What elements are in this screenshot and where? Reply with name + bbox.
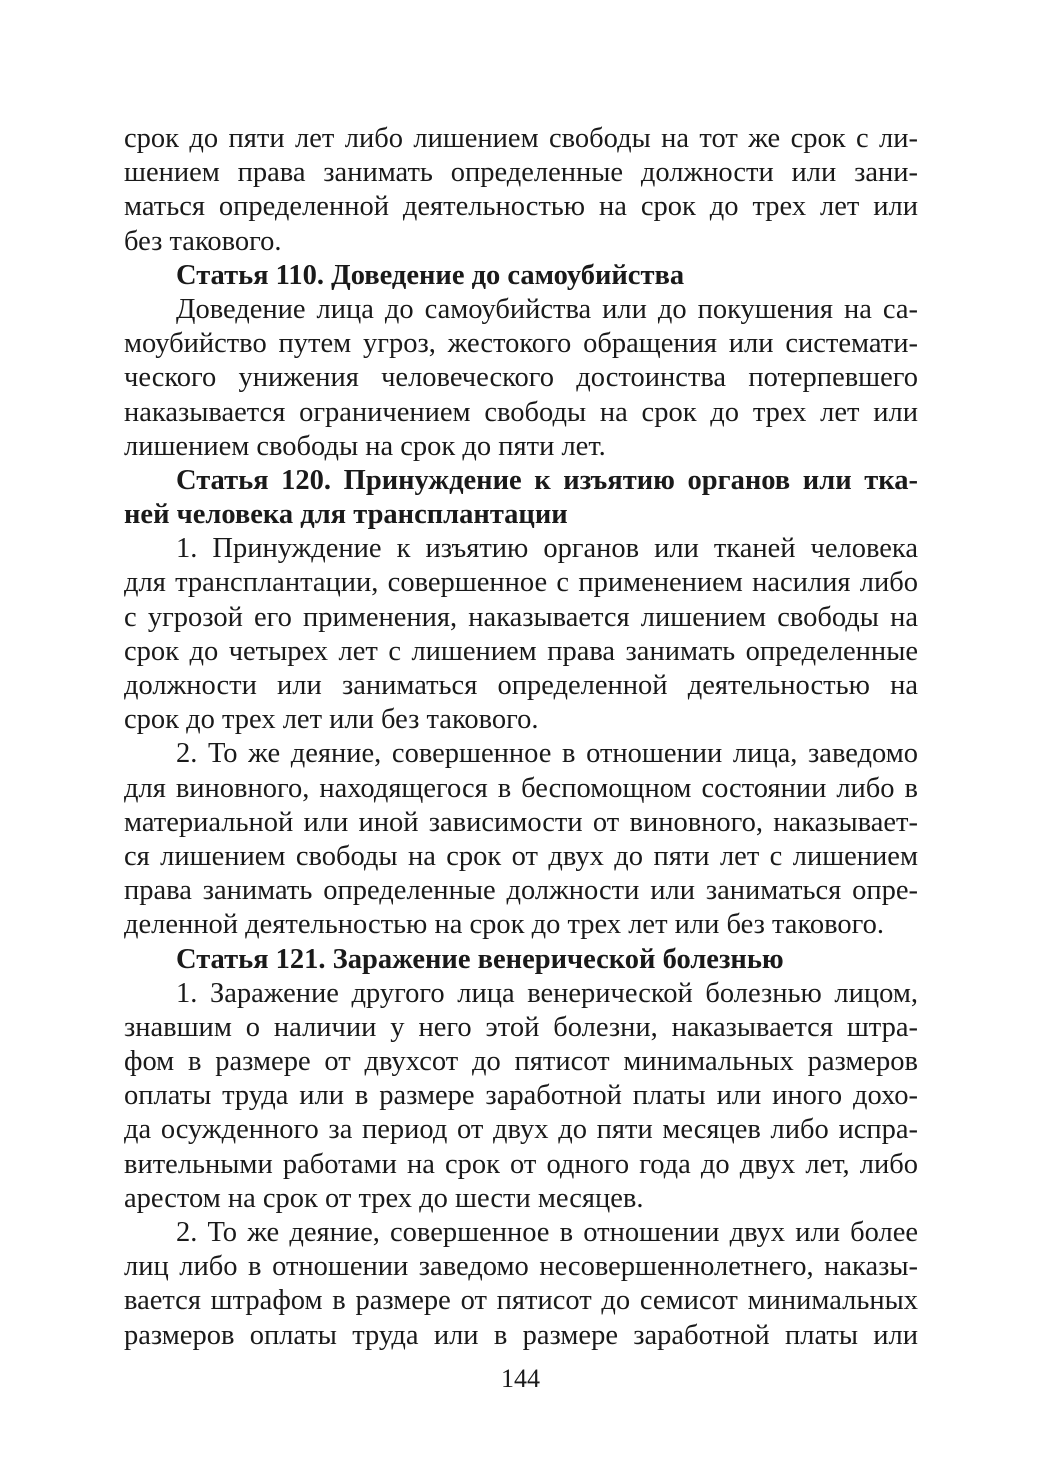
text-line: срок до пяти лет либо лишением свободы на тот же срок с ли- (124, 123, 918, 154)
text-line: вительными работами на срок от одного года до двух лет, либо (124, 1148, 918, 1180)
article-heading-120-cont: ней человека для трансплантации (124, 499, 568, 531)
article-heading-121: Статья 121. Заражение венерической болезнью (176, 943, 784, 975)
text-line: права занимать определенные должности или заниматься опре- (124, 875, 918, 907)
text-line: 1. Принуждение к изъятию органов или тканей человека (176, 533, 918, 565)
text-line: деленной деятельностью на срок до трех лет или без такового. (124, 909, 884, 941)
text-line: для трансплантации, совершенное с применением насилия либо (124, 567, 918, 599)
text-line: лишением свободы на срок до пяти лет. (124, 430, 606, 462)
article-heading-120: Статья 120. Принуждение к изъятию органов или тка- (176, 464, 918, 496)
text-line: вается штрафом в размере от пятисот до семисот минимальных (124, 1285, 918, 1317)
text-line: без такового. (124, 225, 282, 257)
text-line: размеров оплаты труда или в размере заработной платы или (124, 1319, 918, 1351)
text-line: да осужденного за период от двух до пяти месяцев либо испра- (124, 1114, 918, 1146)
text-line: оплаты труда или в размере заработной платы или иного дохо- (124, 1080, 918, 1112)
text-line: арестом на срок от трех до шести месяцев. (124, 1182, 644, 1214)
text-line: срок до трех лет или без такового. (124, 704, 539, 736)
text-line: наказывается ограничением свободы на срок до трех лет или (124, 396, 918, 428)
text-line: знавшим о наличии у него этой болезни, наказывается штра- (124, 1011, 918, 1043)
text-line: ческого унижения человеческого достоинства потерпевшего (124, 362, 918, 394)
article-heading-110: Статья 110. Доведение до самоубийства (176, 259, 685, 291)
text-line: 2. То же деяние, совершенное в отношении двух или более (176, 1217, 918, 1248)
text-line: должности или заниматься определенной деятельностью на (124, 670, 918, 701)
text-line: моубийство путем угроз, жестокого обращения или системати- (124, 328, 918, 360)
text-line: 1. Заражение другого лица венерической болезнью лицом, (176, 977, 918, 1009)
text-line: маться определенной деятельностью на срок до трех лет или (124, 191, 918, 223)
text-line: фом в размере от двухсот до пятисот минимальных размеров (124, 1046, 918, 1078)
text-line: ся лишением свободы на срок от двух до пяти лет с лишением (124, 840, 918, 872)
page-number: 144 (501, 1364, 540, 1393)
text-line: лиц либо в отношении заведомо несовершеннолетнего, наказы- (124, 1251, 918, 1283)
text-line: 2. То же деяние, совершенное в отношении лица, заведомо (176, 738, 918, 770)
text-line: материальной или иной зависимости от виновного, наказывает- (124, 806, 918, 838)
text-line: срок до четырех лет с лишением права занимать определенные (124, 635, 918, 667)
page-body (124, 122, 918, 1353)
text-line: с угрозой его применения, наказывается лишением свободы на (124, 601, 918, 633)
text-line: для виновного, находящегося в беспомощном состоянии либо в (124, 772, 918, 804)
text-line: шением права занимать определенные должности или зани- (124, 157, 918, 189)
text-line: Доведение лица до самоубийства или до покушения на са- (176, 293, 918, 325)
